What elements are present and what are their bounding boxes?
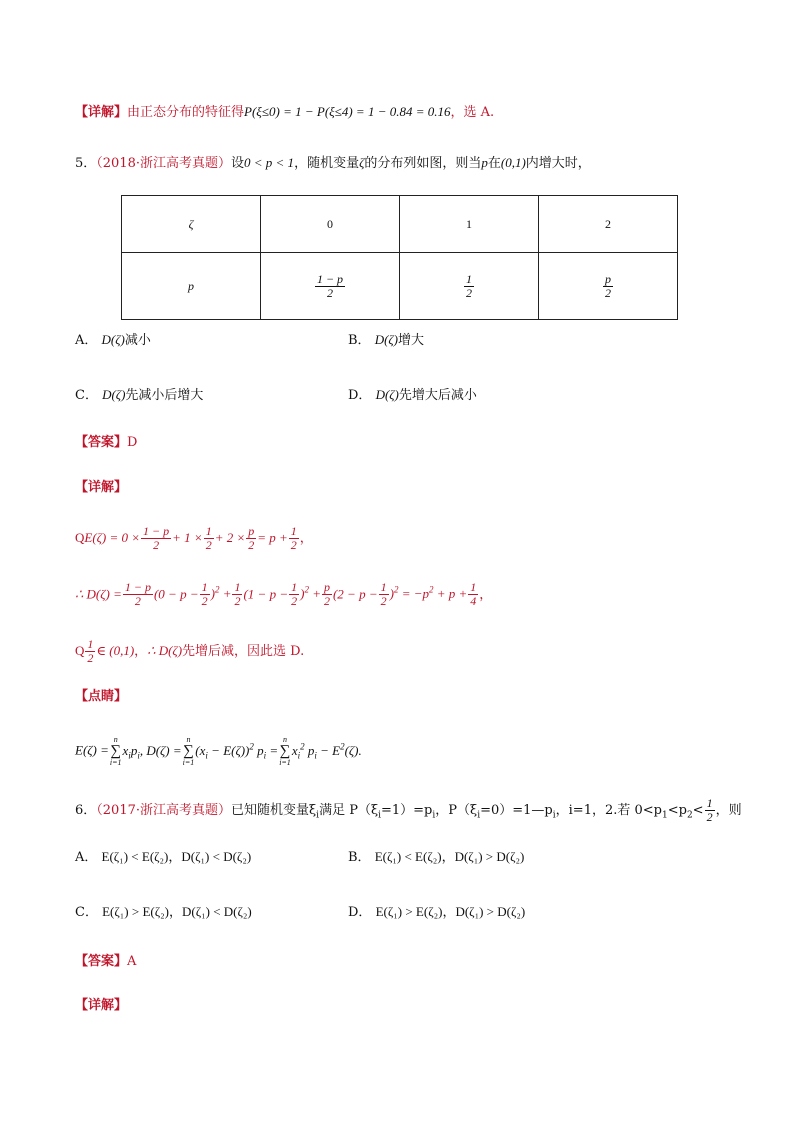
table-cell-x0: 0: [261, 196, 400, 253]
comment-label: 【点睛】: [75, 689, 128, 704]
q6-option-d[interactable]: D． E(ζ₁) > E(ζ₂)，D(ζ₁) > D(ζ₂): [348, 904, 526, 920]
q5-answer-line: [75, 433, 137, 453]
q5-answer: D: [127, 435, 138, 450]
q5-var: ζ: [359, 155, 365, 170]
q5-p: p: [481, 155, 488, 170]
q5-stem-d: 在: [487, 156, 501, 171]
q5-stem-a: 设: [231, 156, 245, 171]
q5-option-a[interactable]: A． D(ζ)减小: [75, 332, 151, 348]
q6-source: （2017·浙江高考真题）: [96, 803, 231, 818]
q5-comment-label-line: [75, 687, 127, 707]
q5-stem-c: 的分布列如图，则当: [364, 156, 482, 171]
q5-number: 5．: [75, 156, 97, 171]
q5-comment-formula: E(ζ) = n ∑ i=1 $x_ip_i$, D(ζ) = n ∑ i=1 $(x_i - E(\zeta))^2$ $p_i$ = n ∑ i=1 $x_i^2$ $p_i - E^2(\zeta)$.: [75, 735, 362, 767]
q5-condition: 0 < p < 1: [244, 155, 295, 170]
q6-number: 6．: [75, 803, 97, 818]
table-cell-p1: $\frac{1}{2}$: [400, 253, 539, 320]
q5-stem: [75, 153, 591, 174]
answer-label: 【答案】: [75, 435, 128, 450]
q6-option-a[interactable]: A． E(ζ₁) < E(ζ₂)，D(ζ₁) < D(ζ₂): [75, 849, 252, 865]
q6-detail-label: 【详解】: [75, 998, 128, 1013]
table-cell-p0: $\frac{1 - p}{2}$: [261, 253, 400, 320]
q5-stem-b: ，随机变量: [294, 156, 360, 171]
q5-solution-line-1: QE(ζ) = 0 × $\frac{1 - p}{2}$ + 1 × $\frac{1}{2}$ + 2 × $\frac{p}{2}$ = p + $\frac{1}{2}$ ，: [75, 524, 313, 552]
detail-formula: P(ξ≤0) = 1 − P(ξ≤4) = 1 − 0.84 = 0.16: [244, 104, 451, 119]
q6-stem: 6．（2017·浙江高考真题）已知随机变量$\xi_i$满足 $P(\xi_i=1)=p_i$，$P(\xi_i=0)=1—p_i$，i=1，2.若 $0<p_1<p_2<$ $\frac{1}{2}$ ，则: [75, 796, 742, 824]
table-cell-p-label: p: [122, 253, 261, 320]
q6-option-b[interactable]: B． E(ζ₁) < E(ζ₂)，D(ζ₁) > D(ζ₂): [348, 849, 525, 865]
table-cell-p2: $\frac{p}{2}$: [539, 253, 678, 320]
q5-interval: (0,1): [500, 155, 526, 170]
table-cell-var: ζ: [122, 196, 261, 253]
detail-label: 【详解】: [75, 105, 128, 120]
q6-answer: A: [127, 954, 137, 969]
detail-text: 由正态分布的特征得: [127, 105, 245, 120]
q5-option-b[interactable]: B． D(ζ)增大: [348, 332, 425, 348]
q5-stem-e: 内增大时，: [525, 156, 591, 171]
table-cell-x1: 1: [400, 196, 539, 253]
q5-detail-label-line: [75, 478, 127, 498]
q6-detail-label-line: [75, 996, 127, 1016]
distribution-table: [121, 195, 678, 320]
top-detail-line: [75, 102, 494, 123]
q6-answer-line: [75, 952, 136, 972]
q5-solution-line-2: ∴ D(ζ) = $\frac{1 - p}{2}$ (0 − p − $\frac{1}{2}$ )$^2$ + $\frac{1}{2}$ (1 − p − $\frac{1}{2}$ )$^2$ + $\frac{p}{2}$ (2 − p − $\frac{1}{2}$ )$^2 = -p^2 + p$ + $\frac{1}{4}$ ，: [75, 580, 493, 609]
q6-answer-label: 【答案】: [75, 954, 128, 969]
table-cell-x2: 2: [539, 196, 678, 253]
q5-detail-label: 【详解】: [75, 480, 128, 495]
q6-option-c[interactable]: C． E(ζ₁) > E(ζ₂)，D(ζ₁) < D(ζ₂): [75, 904, 252, 920]
q5-option-c[interactable]: C． D(ζ)先减小后增大: [75, 387, 204, 403]
q5-solution-line-3: Q $\frac{1}{2}$ ∈ (0,1)，∴ D(ζ)先增后减，因此选 D.: [75, 637, 305, 665]
detail-tail: ，选 A.: [450, 105, 495, 120]
q5-source: （2018·浙江高考真题）: [96, 156, 231, 171]
q5-option-d[interactable]: D． D(ζ)先增大后减小: [348, 387, 477, 403]
